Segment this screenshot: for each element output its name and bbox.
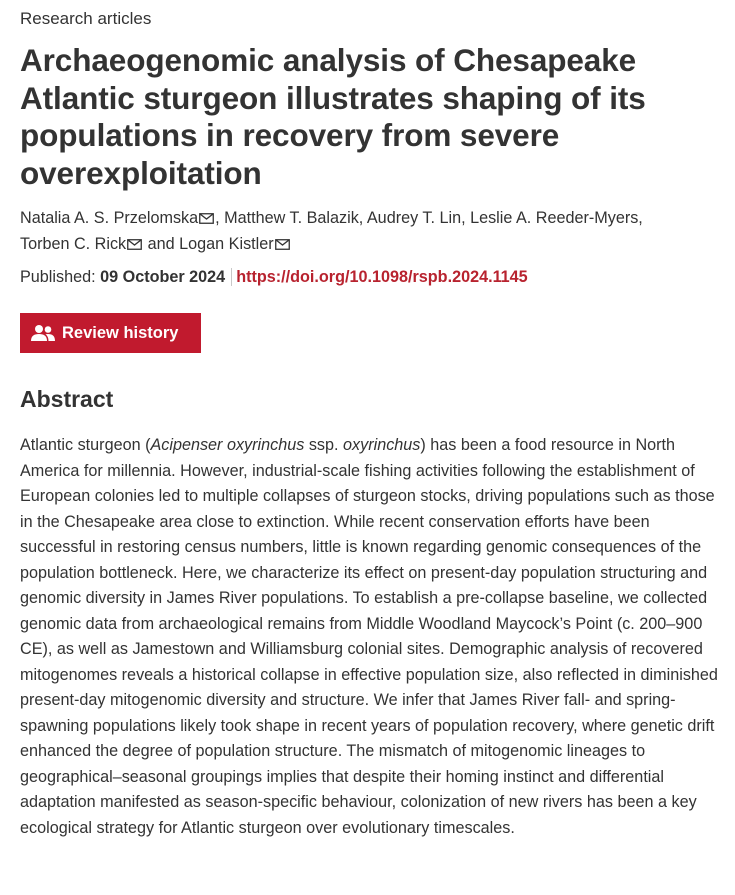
- author-name[interactable]: Natalia A. S. Przelomska: [20, 209, 199, 227]
- author-conjunction: and: [143, 234, 180, 253]
- review-history-label: Review history: [62, 323, 179, 342]
- review-history-button[interactable]: [20, 313, 201, 353]
- abstract-text-part: ssp.: [304, 436, 344, 454]
- author-name[interactable]: Torben C. Rick: [20, 234, 127, 253]
- published-date: 09 October 2024: [100, 268, 226, 286]
- subspecies-name: oxyrinchus: [343, 436, 421, 454]
- divider: [231, 268, 232, 286]
- species-name: Acipenser oxyrinchus: [150, 436, 305, 454]
- abstract-text-part: ) has been a food resource in North America for millennia. However, industrial-scale fishing activities following the establishment of European colonies led to multiple collapses of sturgeon stocks, driving populations such as those in the Chesapeake area close to extinction. While recent conservation efforts have been successful in restoring census numbers, little is known regarding genomic consequences of the population bottleneck. Here, we characterize its effect on present-day population structuring and genomic diversity in James River populations. To establish a pre-collapse baseline, we collected genomic data from archaeological remains from Middle Woodland Maycock’s Point (c. 200–900 CE), as well as Jamestown and Williamsburg colonial sites. Demographic analysis of recovered mitogenomes reveals a historical collapse in effective population size, also reflected in diminished present-day mitogenomic diversity and structure. We infer that James River fall- and spring-spawning populations likely took shape in recent years of population recovery, where genetic drift enhanced the degree of population structure. The mismatch of mitogenomic lineages to geographical–seasonal groupings implies that despite their homing instinct and differential adaptation manifested as season-specific behaviour, colonization of new rivers has been a key ecological strategy for Atlantic sturgeon over evolutionary timescales.: [20, 436, 718, 837]
- email-icon[interactable]: [127, 239, 142, 250]
- author-list-text: , Matthew T. Balazik, Audrey T. Lin, Leslie A. Reeder-Myers,: [215, 209, 643, 227]
- publication-info: [20, 267, 528, 287]
- author-name[interactable]: Logan Kistler: [179, 234, 274, 253]
- email-icon[interactable]: [199, 213, 214, 224]
- people-icon: [30, 324, 56, 342]
- article-title: Archaeogenomic analysis of Chesapeake Atlantic sturgeon illustrates shaping of its populations in recovery from severe overexploitation: [20, 42, 646, 191]
- abstract-heading: Abstract: [20, 386, 114, 412]
- abstract-text-part: Atlantic sturgeon (: [20, 436, 151, 454]
- email-icon[interactable]: [275, 239, 290, 250]
- author-list: [20, 206, 720, 257]
- published-label: Published:: [20, 268, 96, 286]
- doi-link[interactable]: https://doi.org/10.1098/rspb.2024.1145: [236, 268, 528, 286]
- article-category[interactable]: Research articles: [20, 9, 152, 28]
- abstract-text: [20, 433, 725, 841]
